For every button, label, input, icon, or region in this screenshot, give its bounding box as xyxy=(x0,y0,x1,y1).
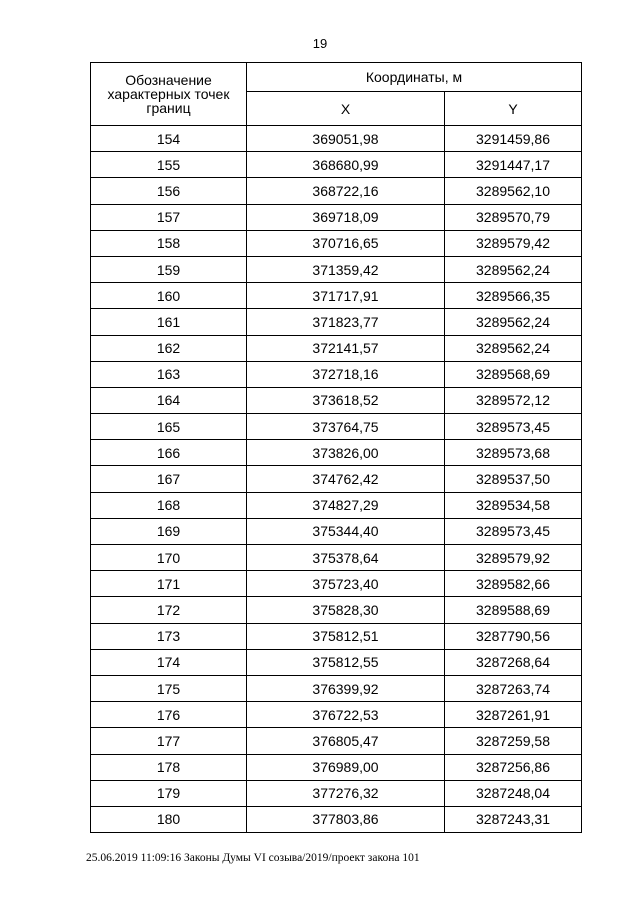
table-row xyxy=(91,152,582,178)
cell-y: 3289562,24 xyxy=(445,309,582,335)
table-row xyxy=(91,414,582,440)
cell-y: 3287256,86 xyxy=(445,754,582,780)
table-row xyxy=(91,545,582,571)
cell-x: 369718,09 xyxy=(247,204,445,230)
cell-point: 154 xyxy=(91,126,247,152)
cell-point: 161 xyxy=(91,309,247,335)
cell-point: 176 xyxy=(91,702,247,728)
cell-x: 372141,57 xyxy=(247,335,445,361)
cell-x: 375812,51 xyxy=(247,623,445,649)
cell-point: 167 xyxy=(91,466,247,492)
cell-point: 172 xyxy=(91,597,247,623)
cell-point: 174 xyxy=(91,649,247,675)
cell-x: 375828,30 xyxy=(247,597,445,623)
cell-x: 368680,99 xyxy=(247,152,445,178)
cell-y: 3289579,42 xyxy=(445,230,582,256)
cell-x: 371823,77 xyxy=(247,309,445,335)
table-row xyxy=(91,204,582,230)
table-row xyxy=(91,623,582,649)
cell-point: 178 xyxy=(91,754,247,780)
table-row xyxy=(91,283,582,309)
cell-x: 373618,52 xyxy=(247,387,445,413)
cell-point: 157 xyxy=(91,204,247,230)
header-designation: Обозначение характерных точек границ xyxy=(91,63,247,126)
cell-x: 370716,65 xyxy=(247,230,445,256)
cell-point: 163 xyxy=(91,361,247,387)
cell-x: 375344,40 xyxy=(247,518,445,544)
table-row xyxy=(91,387,582,413)
table-row xyxy=(91,466,582,492)
cell-point: 156 xyxy=(91,178,247,204)
table-row xyxy=(91,806,582,832)
cell-y: 3291459,86 xyxy=(445,126,582,152)
cell-point: 162 xyxy=(91,335,247,361)
header-y: Y xyxy=(445,92,582,126)
cell-y: 3287790,56 xyxy=(445,623,582,649)
cell-x: 371359,42 xyxy=(247,256,445,282)
cell-x: 371717,91 xyxy=(247,283,445,309)
table-row xyxy=(91,702,582,728)
cell-y: 3289537,50 xyxy=(445,466,582,492)
table-row xyxy=(91,571,582,597)
table-row xyxy=(91,361,582,387)
header-x: X xyxy=(247,92,445,126)
cell-y: 3289566,35 xyxy=(445,283,582,309)
cell-x: 376805,47 xyxy=(247,728,445,754)
cell-x: 373764,75 xyxy=(247,414,445,440)
cell-x: 376399,92 xyxy=(247,675,445,701)
cell-y: 3287248,04 xyxy=(445,780,582,806)
table-row xyxy=(91,518,582,544)
table-row xyxy=(91,597,582,623)
cell-point: 173 xyxy=(91,623,247,649)
table-row xyxy=(91,649,582,675)
cell-y: 3287268,64 xyxy=(445,649,582,675)
table-row xyxy=(91,335,582,361)
cell-x: 373826,00 xyxy=(247,440,445,466)
cell-y: 3287243,31 xyxy=(445,806,582,832)
cell-x: 377276,32 xyxy=(247,780,445,806)
header-coordinates: Координаты, м xyxy=(247,63,582,92)
cell-point: 158 xyxy=(91,230,247,256)
cell-x: 368722,16 xyxy=(247,178,445,204)
cell-x: 375378,64 xyxy=(247,545,445,571)
cell-point: 166 xyxy=(91,440,247,466)
cell-y: 3291447,17 xyxy=(445,152,582,178)
cell-x: 374762,42 xyxy=(247,466,445,492)
cell-y: 3289573,45 xyxy=(445,414,582,440)
table-row xyxy=(91,675,582,701)
cell-point: 159 xyxy=(91,256,247,282)
cell-y: 3289562,10 xyxy=(445,178,582,204)
table-header-row xyxy=(91,63,582,92)
cell-point: 165 xyxy=(91,414,247,440)
cell-x: 375723,40 xyxy=(247,571,445,597)
cell-point: 171 xyxy=(91,571,247,597)
cell-point: 177 xyxy=(91,728,247,754)
table-row xyxy=(91,256,582,282)
cell-x: 376722,53 xyxy=(247,702,445,728)
cell-y: 3289588,69 xyxy=(445,597,582,623)
cell-x: 369051,98 xyxy=(247,126,445,152)
cell-y: 3289562,24 xyxy=(445,335,582,361)
cell-y: 3289562,24 xyxy=(445,256,582,282)
cell-x: 374827,29 xyxy=(247,492,445,518)
cell-point: 164 xyxy=(91,387,247,413)
table-row xyxy=(91,178,582,204)
table-row xyxy=(91,440,582,466)
footer-stamp: 25.06.2019 11:09:16 Законы Думы VI созыва/2019/проект закона 101 xyxy=(86,852,420,864)
cell-y: 3289534,58 xyxy=(445,492,582,518)
table-row xyxy=(91,309,582,335)
cell-y: 3289573,68 xyxy=(445,440,582,466)
cell-x: 377803,86 xyxy=(247,806,445,832)
cell-y: 3289570,79 xyxy=(445,204,582,230)
cell-y: 3289579,92 xyxy=(445,545,582,571)
table-row xyxy=(91,728,582,754)
cell-y: 3289573,45 xyxy=(445,518,582,544)
table-row xyxy=(91,492,582,518)
cell-point: 170 xyxy=(91,545,247,571)
coordinates-table xyxy=(90,62,582,833)
cell-y: 3287263,74 xyxy=(445,675,582,701)
cell-point: 155 xyxy=(91,152,247,178)
cell-point: 175 xyxy=(91,675,247,701)
cell-point: 160 xyxy=(91,283,247,309)
cell-point: 180 xyxy=(91,806,247,832)
table-row xyxy=(91,126,582,152)
cell-x: 376989,00 xyxy=(247,754,445,780)
cell-point: 168 xyxy=(91,492,247,518)
cell-y: 3289568,69 xyxy=(445,361,582,387)
cell-y: 3289572,12 xyxy=(445,387,582,413)
cell-y: 3289582,66 xyxy=(445,571,582,597)
cell-x: 375812,55 xyxy=(247,649,445,675)
cell-y: 3287261,91 xyxy=(445,702,582,728)
cell-y: 3287259,58 xyxy=(445,728,582,754)
table-body xyxy=(91,126,582,833)
table-row xyxy=(91,230,582,256)
table-row xyxy=(91,780,582,806)
cell-point: 169 xyxy=(91,518,247,544)
page-number: 19 xyxy=(312,36,328,51)
cell-x: 372718,16 xyxy=(247,361,445,387)
table-row xyxy=(91,754,582,780)
cell-point: 179 xyxy=(91,780,247,806)
